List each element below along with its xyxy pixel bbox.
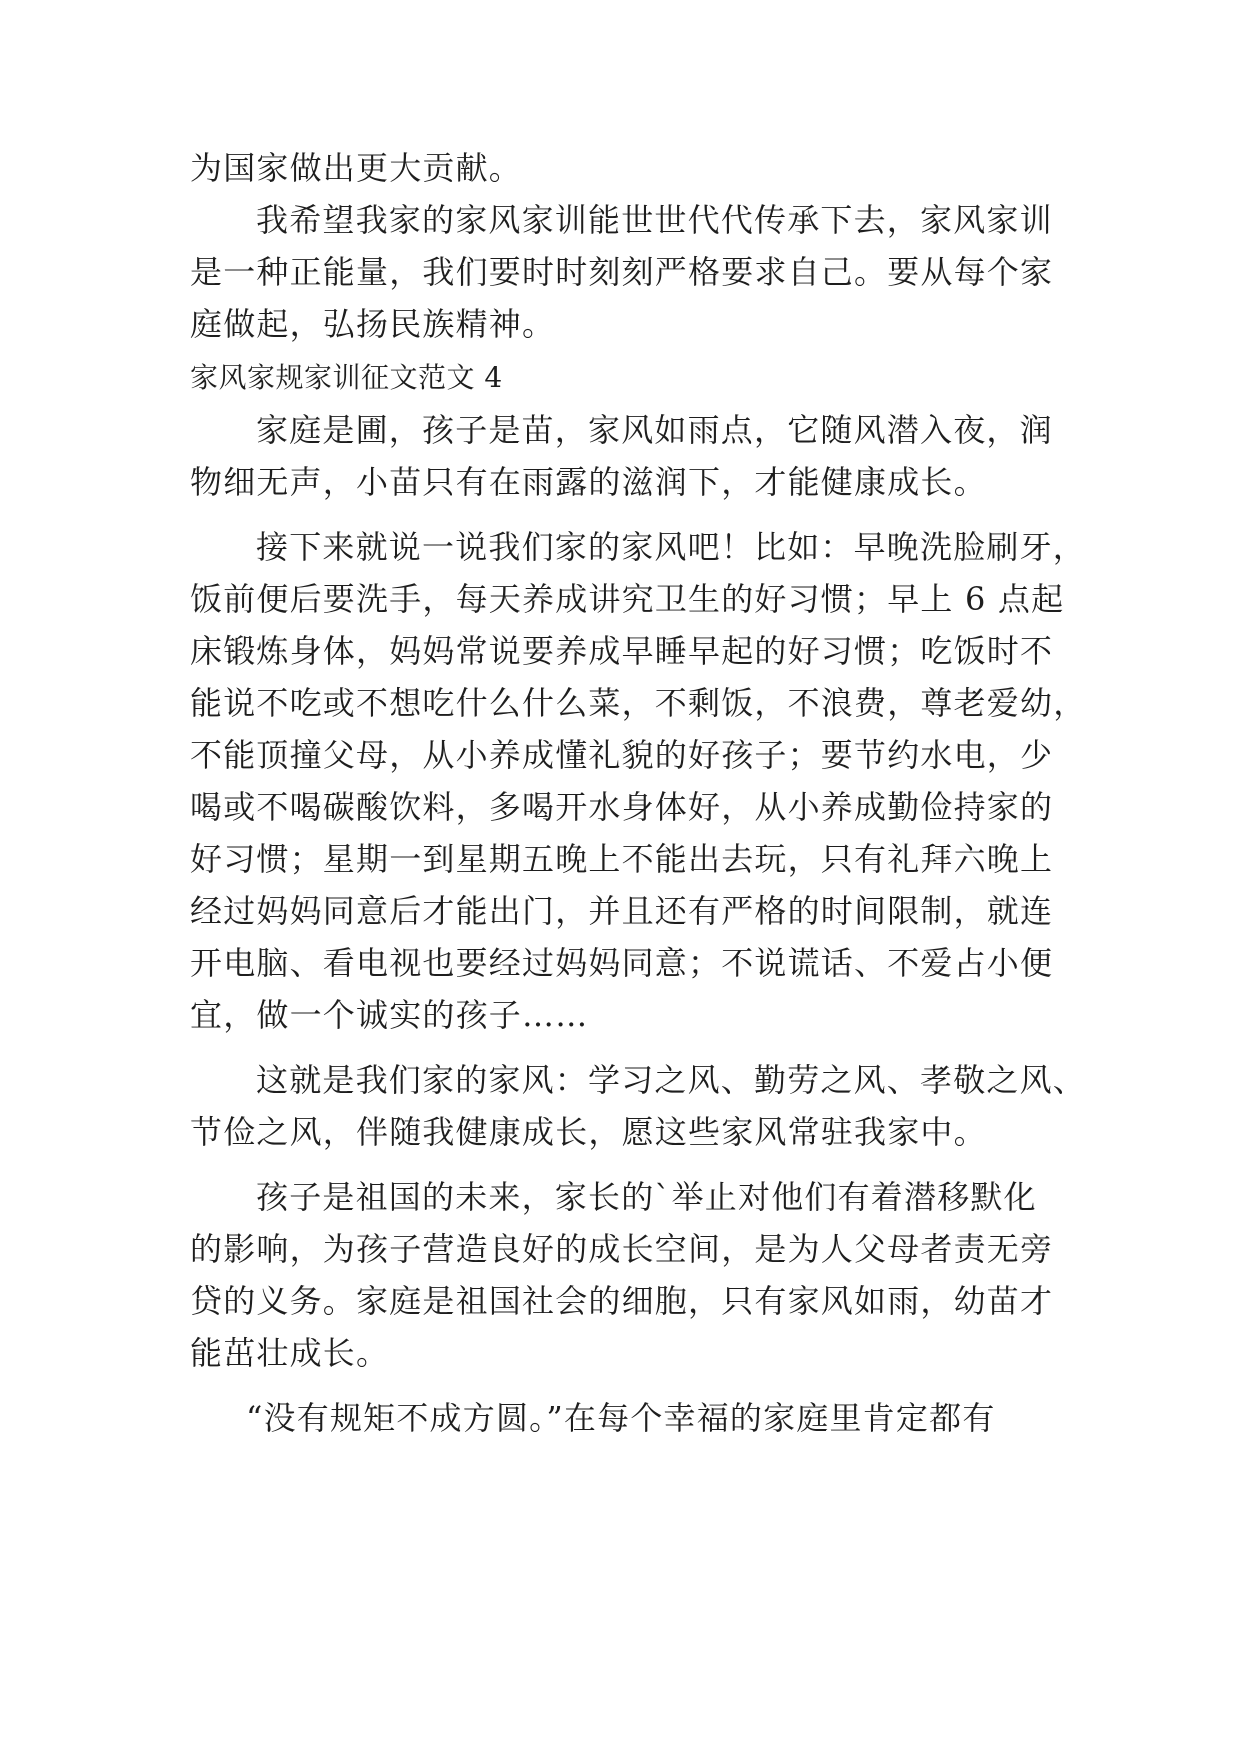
text-line: 物细无声，小苗只有在雨露的滋润下，才能健康成长。 bbox=[190, 463, 987, 501]
section-heading: 家风家规家训征文范文 4 bbox=[190, 361, 503, 394]
text-line: 能茁壮成长。 bbox=[190, 1334, 390, 1372]
paragraph-start: 这就是我们家的家风：学习之风、勤劳之风、孝敬之风、 bbox=[256, 1061, 1087, 1099]
text-line: 能说不吃或不想吃什么什么菜，不剩饭，不浪费，尊老爱幼， bbox=[190, 684, 1087, 722]
text-line: 庭做起，弘扬民族精神。 bbox=[190, 305, 556, 343]
text-line: 为国家做出更大贡献。 bbox=[190, 149, 523, 187]
text-line: 是一种正能量，我们要时时刻刻严格要求自己。要从每个家 bbox=[190, 253, 1054, 291]
paragraph-start: 孩子是祖国的未来，家长的`举止对他们有着潜移默化 bbox=[256, 1178, 1037, 1216]
text-line: 节俭之风，伴随我健康成长，愿这些家风常驻我家中。 bbox=[190, 1113, 987, 1151]
text-line: 床锻炼身体，妈妈常说要养成早睡早起的好习惯；吃饭时不 bbox=[190, 632, 1054, 670]
text-line: 经过妈妈同意后才能出门，并且还有严格的时间限制，就连 bbox=[190, 892, 1054, 930]
text-line: 喝或不喝碳酸饮料，多喝开水身体好，从小养成勤俭持家的 bbox=[190, 788, 1054, 826]
paragraph-start: “没有规矩不成方圆。”在每个幸福的家庭里肯定都有 bbox=[246, 1399, 996, 1437]
text-line: 不能顶撞父母，从小养成懂礼貌的好孩子；要节约水电，少 bbox=[190, 736, 1054, 774]
paragraph-start: 家庭是圃，孩子是苗，家风如雨点，它随风潜入夜，润 bbox=[256, 411, 1053, 449]
text-line: 好习惯；星期一到星期五晚上不能出去玩，只有礼拜六晚上 bbox=[190, 840, 1054, 878]
paragraph-start: 接下来就说一说我们家的家风吧！比如：早晚洗脸刷牙， bbox=[256, 528, 1087, 566]
text-line: 宜，做一个诚实的孩子…… bbox=[190, 996, 589, 1034]
text-line: 贷的义务。家庭是祖国社会的细胞，只有家风如雨，幼苗才 bbox=[190, 1282, 1054, 1320]
text-line: 的影响，为孩子营造良好的成长空间，是为人父母者责无旁 bbox=[190, 1230, 1054, 1268]
paragraph-start: 我希望我家的家风家训能世世代代传承下去，家风家训 bbox=[256, 201, 1053, 239]
text-line: 饭前便后要洗手，每天养成讲究卫生的好习惯；早上 6 点起 bbox=[190, 580, 1065, 618]
text-line: 开电脑、看电视也要经过妈妈同意；不说谎话、不爱占小便 bbox=[190, 944, 1054, 982]
